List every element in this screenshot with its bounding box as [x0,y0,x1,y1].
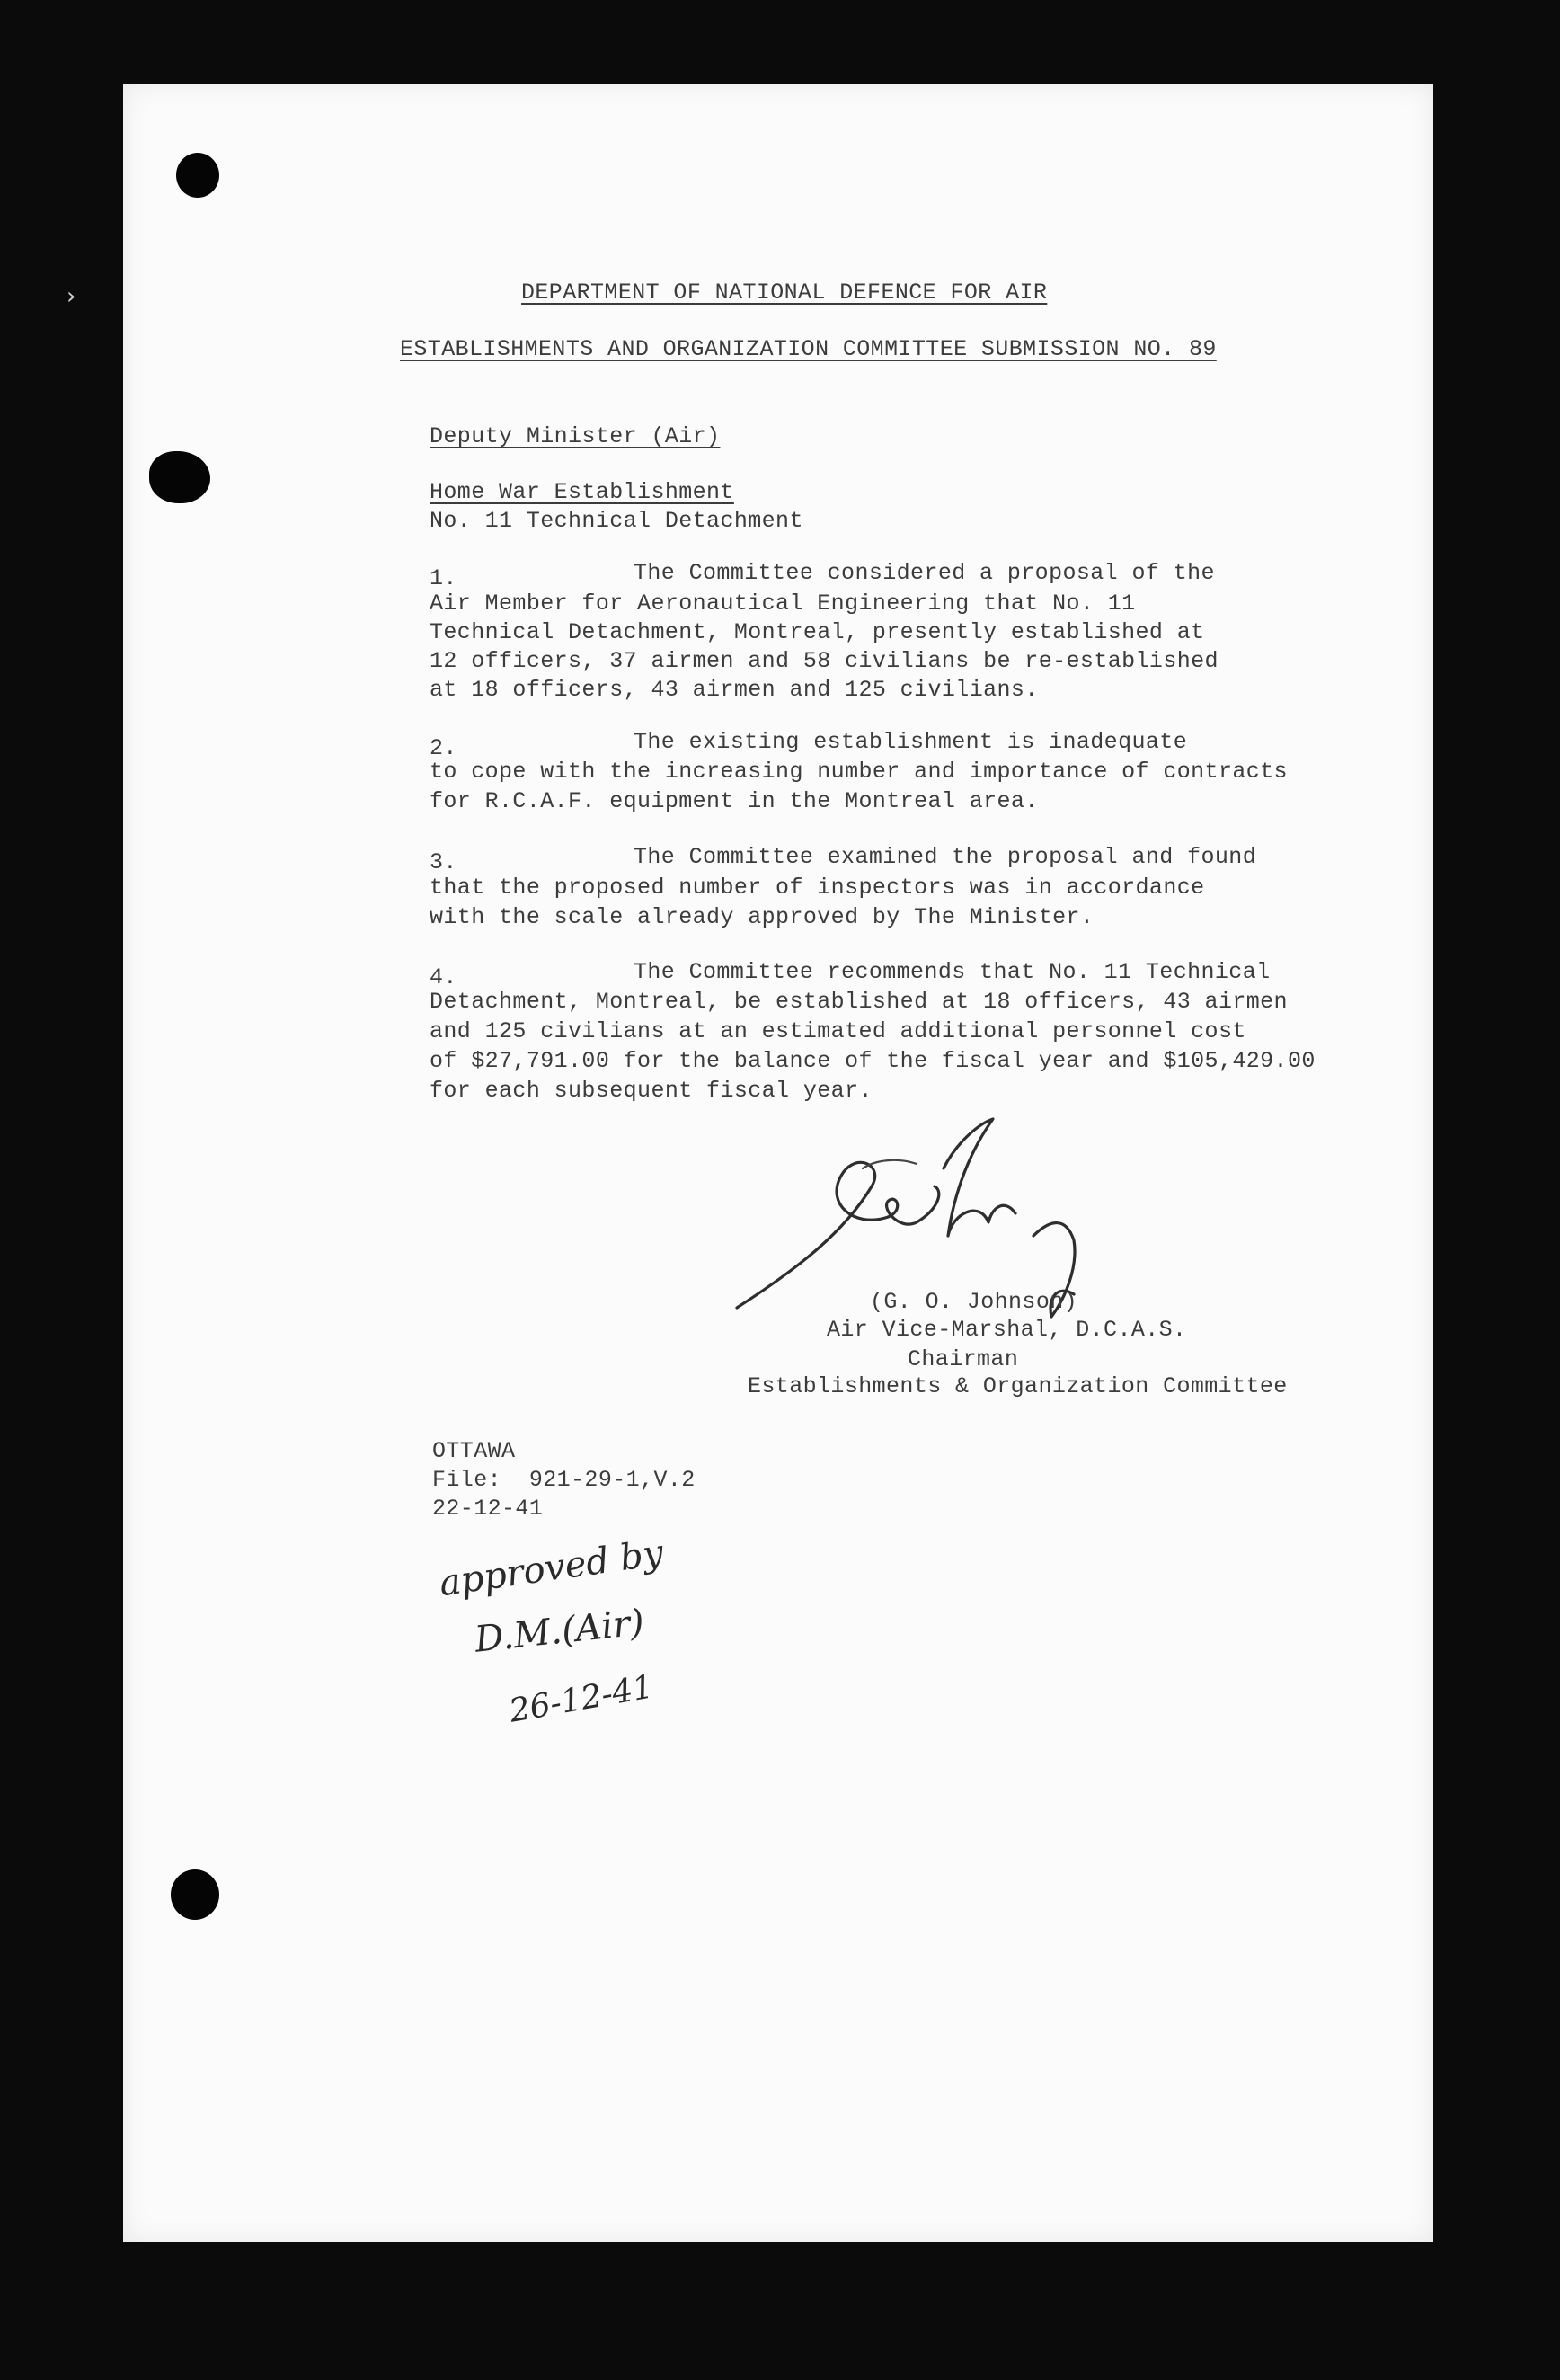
footer-place: OTTAWA [432,1438,516,1464]
subject-unit: No. 11 Technical Detachment [430,508,803,534]
paragraph-4-line: for each subsequent fiscal year. [430,1078,873,1104]
punch-hole-top [176,153,219,198]
punch-hole-bottom [171,1869,219,1920]
header-department: DEPARTMENT OF NATIONAL DEFENCE FOR AIR [521,280,1048,306]
signatory-rank: Air Vice-Marshal, D.C.A.S. [827,1317,1187,1343]
handwritten-approval-date: 26-12-41 [506,1668,657,1730]
handwritten-approval-line-2: D.M.(Air) [473,1602,646,1661]
scan-edge-mark: › [66,283,76,310]
paragraph-2-line: to cope with the increasing number and importance of contracts [430,759,1288,785]
paragraph-3-line: The Committee examined the proposal and found [634,844,1257,870]
paragraph-1-line: at 18 officers, 43 airmen and 125 civilians. [430,677,1039,703]
paragraph-2-number: 2. [430,735,457,761]
signatory-name: (G. O. Johnson) [870,1289,1078,1315]
handwritten-approval-line-1: approved by [437,1532,667,1605]
paragraph-1-number: 1. [430,565,457,591]
paragraph-1-line: The Committee considered a proposal of the [634,560,1215,586]
paragraph-4-line: The Committee recommends that No. 11 Technical [634,959,1271,985]
paragraph-1-line: Technical Detachment, Montreal, presently established at [430,619,1205,645]
paragraph-4-line: of $27,791.00 for the balance of the fiscal year and $105,429.00 [430,1048,1316,1074]
paragraph-4-number: 4. [430,964,457,990]
punch-hole-middle [149,451,210,503]
paragraph-4-line: Detachment, Montreal, be established at 18 officers, 43 airmen [430,989,1288,1015]
footer-file: File: 921-29-1,V.2 [432,1467,696,1493]
paragraph-1-line: Air Member for Aeronautical Engineering that No. 11 [430,591,1136,617]
paragraph-2-line: for R.C.A.F. equipment in the Montreal area. [430,788,1039,814]
subject-establishment: Home War Establishment [430,479,734,505]
paragraph-3-line: with the scale already approved by The Minister. [430,904,1095,930]
paragraph-1-line: 12 officers, 37 airmen and 58 civilians be re-established [430,648,1219,674]
addressee: Deputy Minister (Air) [430,423,721,449]
footer-date: 22-12-41 [432,1496,544,1522]
signatory-role: Chairman [908,1346,1019,1372]
signatory-committee: Establishments & Organization Committee [748,1373,1288,1399]
paragraph-2-line: The existing establishment is inadequate [634,729,1188,755]
paragraph-4-line: and 125 civilians at an estimated additional personnel cost [430,1018,1246,1044]
header-submission: ESTABLISHMENTS AND ORGANIZATION COMMITTEE SUBMISSION NO. 89 [400,336,1217,362]
paragraph-3-line: that the proposed number of inspectors was in accordance [430,875,1205,901]
paragraph-3-number: 3. [430,849,457,875]
